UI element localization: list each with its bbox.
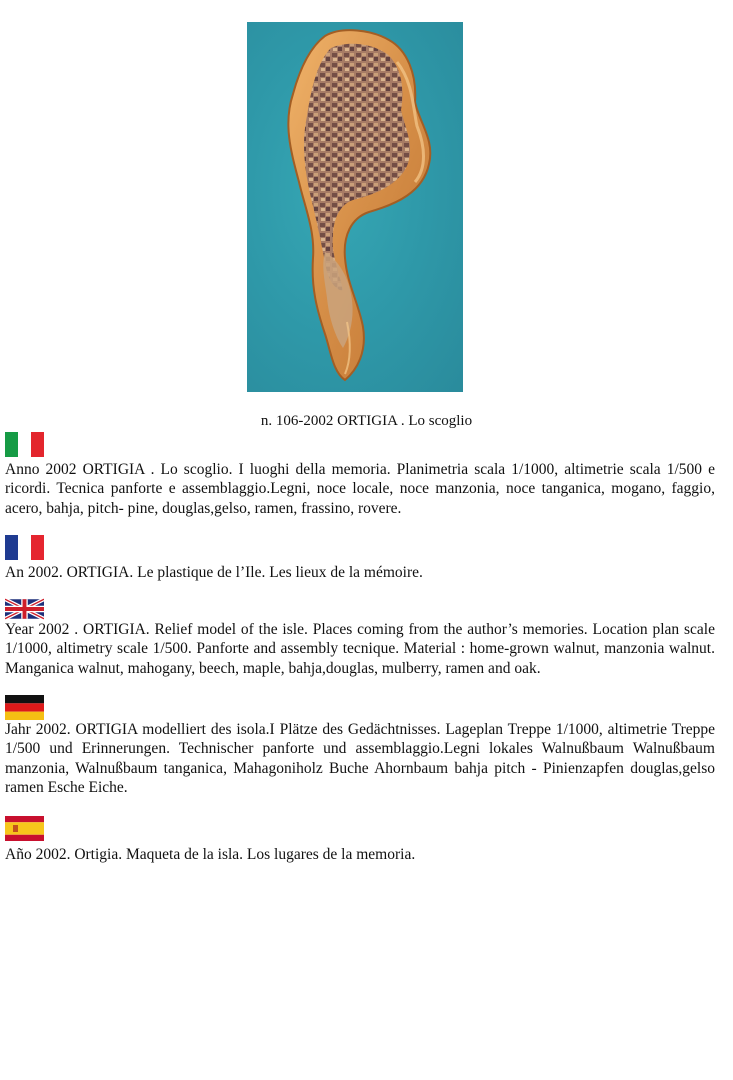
germany-flag-icon	[5, 695, 44, 720]
english-description: Year 2002 . ORTIGIA. Relief model of the isle. Places coming from the author’s memories. Location plan scale 1/1000, altimetry scale 1/500. Panforte and assembly tecnique. Material : home-grown walnut, manzonia walnut. Manganica walnut, mahogany, beech, maple, bahja,douglas, mulberry, ramen and oak.	[5, 621, 715, 677]
ortigia-model-photo	[247, 22, 463, 392]
island-relief-image	[247, 22, 463, 392]
photo-caption: n. 106-2002 ORTIGIA . Lo scoglio	[260, 413, 473, 429]
france-flag-icon	[5, 535, 44, 560]
spanish-description: Año 2002. Ortigia. Maqueta de la isla. Los lugares de la memoria.	[5, 846, 416, 863]
uk-flag-icon	[5, 598, 44, 620]
german-description: Jahr 2002. ORTIGIA modelliert des isola.I Plätze des Gedächtnisses. Lageplan Treppe 1/1000, altimetrie Treppe 1/500 und Erinnerungen. Technischer panforte und assemblaggio.Legni lokales Walnußbaum Walnußbaum manzonia, Walnußbaum tanganica, Mahagoniholz Buche Ahornbaum bahja pitch - Pinienzapfen douglas,gelso ramen Esche Eiche.	[5, 721, 715, 797]
spain-flag-icon	[5, 816, 44, 841]
french-description: An 2002. ORTIGIA. Le plastique de l’Ile. Les lieux de la mémoire.	[5, 564, 423, 581]
italy-flag-icon	[5, 432, 44, 457]
italian-description: Anno 2002 ORTIGIA . Lo scoglio. I luoghi della memoria. Planimetria scala 1/1000, altimetrie scala 1/500 e ricordi. Tecnica panforte e assemblaggio.Legni, noce locale, noce manzonia, noce tanganica, mogano, faggio, acero, bahja, pitch- pine, douglas,gelso, ramen, frassino, rovere.	[5, 461, 715, 517]
